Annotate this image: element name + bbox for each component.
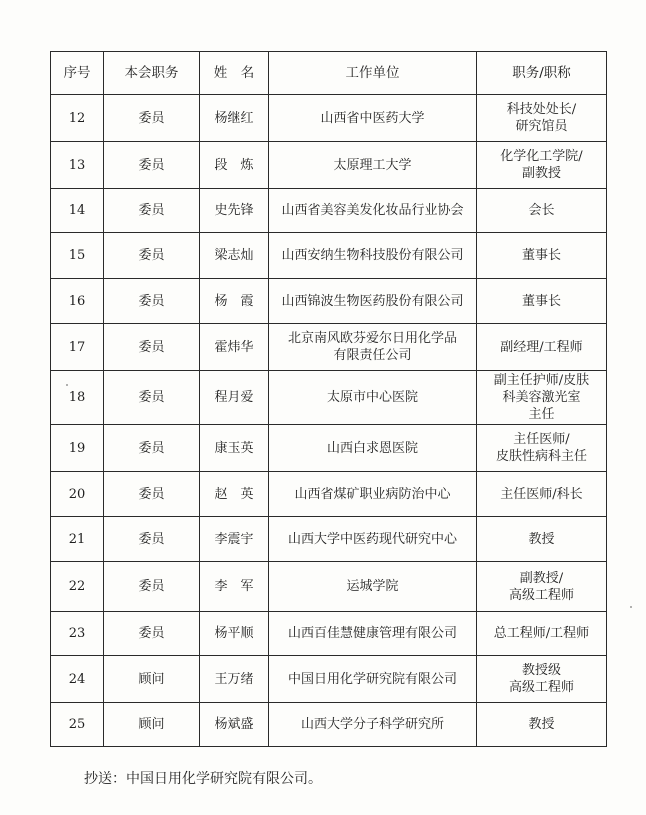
row-number: 18 (51, 371, 104, 425)
row-position-title-line: 教授 (528, 717, 555, 732)
table-row (51, 233, 607, 279)
row-position-title-line: 副主任护师/皮肤 (493, 373, 590, 388)
header-organization: 工作单位 (269, 52, 477, 95)
row-organization-line: 运城学院 (346, 579, 399, 594)
row-position-title-line: 会长 (528, 203, 555, 218)
row-organization (269, 279, 477, 324)
row-role: 委员 (104, 425, 200, 472)
row-role: 委员 (104, 279, 200, 324)
row-name: 霍炜华 (200, 324, 269, 371)
row-name: 史先锋 (200, 189, 269, 233)
row-name: 赵 英 (200, 472, 269, 517)
row-name: 王万绪 (200, 656, 269, 703)
row-organization (269, 517, 477, 562)
row-number: 21 (51, 517, 104, 562)
row-organization (269, 189, 477, 233)
row-organization-line: 山西省煤矿职业病防治中心 (294, 486, 451, 502)
row-position-title-line: 科美容激光室 (502, 390, 581, 405)
row-position-title-line: 教授级 (521, 663, 561, 678)
row-role: 委员 (104, 612, 200, 656)
row-organization-line: 山西白求恩医院 (326, 440, 418, 456)
row-number: 16 (51, 279, 104, 324)
row-name: 杨 霞 (200, 279, 269, 324)
row-organization (269, 142, 477, 189)
row-role: 委员 (104, 95, 200, 142)
row-role: 委员 (104, 472, 200, 517)
row-organization-line: 中国日用化学研究院有限公司 (287, 671, 457, 687)
table-row (51, 562, 607, 612)
row-name: 李震宇 (200, 517, 269, 562)
table-row (51, 612, 607, 656)
row-organization (269, 703, 477, 747)
row-position-title-line: 皮肤性病科主任 (495, 449, 587, 464)
scan-speck (66, 384, 68, 386)
row-organization-line: 太原理工大学 (333, 157, 412, 173)
row-organization-line: 山西安纳生物科技股份有限公司 (281, 248, 464, 263)
row-organization-line: 太原市中心医院 (326, 390, 418, 405)
row-position-title (477, 233, 607, 279)
row-name: 程月爱 (200, 371, 269, 425)
row-position-title-line: 主任医师/ (513, 432, 570, 447)
row-organization-line: 山西锦波生物医药股份有限公司 (281, 293, 464, 309)
table-row (51, 189, 607, 233)
row-position-title (477, 703, 607, 747)
table-row (51, 371, 607, 425)
row-number: 17 (51, 324, 104, 371)
row-position-title-line: 主任医师/科长 (500, 486, 583, 502)
scan-speck (630, 606, 632, 608)
row-position-title-line: 总工程师/工程师 (493, 626, 590, 641)
table-row (51, 656, 607, 703)
row-position-title-line: 副教授 (521, 166, 561, 181)
row-position-title (477, 656, 607, 703)
row-organization (269, 233, 477, 279)
table-row (51, 425, 607, 472)
row-position-title-line: 研究馆员 (515, 119, 568, 134)
row-position-title (477, 562, 607, 612)
header-number: 序号 (51, 52, 104, 95)
table-row (51, 472, 607, 517)
row-position-title (477, 612, 607, 656)
row-position-title-line: 科技处处长/ (506, 102, 577, 117)
header-role: 本会职务 (104, 52, 200, 95)
row-organization (269, 472, 477, 517)
header-name: 姓 名 (200, 52, 269, 95)
table-header-row (51, 52, 607, 95)
row-organization-line: 山西大学分子科学研究所 (300, 717, 444, 732)
row-position-title-line: 高级工程师 (508, 587, 574, 603)
row-number: 22 (51, 562, 104, 612)
row-position-title (477, 324, 607, 371)
row-position-title-line: 副经理/工程师 (500, 339, 583, 355)
row-role: 顾问 (104, 703, 200, 747)
row-position-title-line: 教授 (528, 531, 555, 547)
row-number: 20 (51, 472, 104, 517)
row-organization (269, 324, 477, 371)
row-organization (269, 612, 477, 656)
table-row (51, 517, 607, 562)
row-position-title-line: 董事长 (521, 248, 561, 263)
row-position-title-line: 副教授/ (519, 570, 564, 586)
row-role: 委员 (104, 189, 200, 233)
table-row (51, 142, 607, 189)
row-position-title (477, 279, 607, 324)
row-position-title (477, 517, 607, 562)
row-position-title-line: 化学化工学院/ (500, 149, 583, 164)
row-name: 段 炼 (200, 142, 269, 189)
row-number: 14 (51, 189, 104, 233)
member-table (50, 51, 607, 747)
row-organization-line: 山西省中医药大学 (320, 110, 425, 126)
row-position-title (477, 189, 607, 233)
row-position-title-line: 主任 (528, 407, 555, 422)
row-name: 杨斌盛 (200, 703, 269, 747)
row-organization-line: 山西大学中医药现代研究中心 (287, 531, 457, 547)
cc-note: 抄送：中国日用化学研究院有限公司。 (84, 771, 322, 787)
table-row (51, 279, 607, 324)
header-position-title: 职务/职称 (477, 52, 607, 95)
table-row (51, 95, 607, 142)
row-position-title-line: 高级工程师 (508, 680, 574, 695)
row-position-title (477, 425, 607, 472)
row-number: 13 (51, 142, 104, 189)
row-position-title (477, 142, 607, 189)
row-organization-line: 有限责任公司 (333, 348, 412, 363)
row-role: 委员 (104, 562, 200, 612)
table-body (51, 95, 607, 747)
row-number: 25 (51, 703, 104, 747)
row-organization (269, 371, 477, 425)
row-organization (269, 562, 477, 612)
row-position-title (477, 95, 607, 142)
row-position-title (477, 371, 607, 425)
row-organization-line: 山西省美容美发化妆品行业协会 (281, 203, 464, 218)
row-number: 12 (51, 95, 104, 142)
row-role: 委员 (104, 371, 200, 425)
table-row (51, 324, 607, 371)
row-role: 委员 (104, 233, 200, 279)
row-organization (269, 95, 477, 142)
row-role: 顾问 (104, 656, 200, 703)
row-role: 委员 (104, 142, 200, 189)
row-number: 19 (51, 425, 104, 472)
table-row (51, 703, 607, 747)
row-number: 15 (51, 233, 104, 279)
row-organization (269, 656, 477, 703)
row-name: 杨继红 (200, 95, 269, 142)
row-name: 康玉英 (200, 425, 269, 472)
row-organization-line: 山西百佳慧健康管理有限公司 (287, 626, 457, 641)
row-position-title (477, 472, 607, 517)
row-name: 梁志灿 (200, 233, 269, 279)
row-position-title-line: 董事长 (521, 293, 561, 309)
row-role: 委员 (104, 517, 200, 562)
row-number: 24 (51, 656, 104, 703)
row-name: 杨平顺 (200, 612, 269, 656)
row-number: 23 (51, 612, 104, 656)
row-organization-line: 北京南风欧芬爱尔日用化学品 (287, 331, 457, 346)
row-organization (269, 425, 477, 472)
row-role: 委员 (104, 324, 200, 371)
row-name: 李 军 (200, 562, 269, 612)
